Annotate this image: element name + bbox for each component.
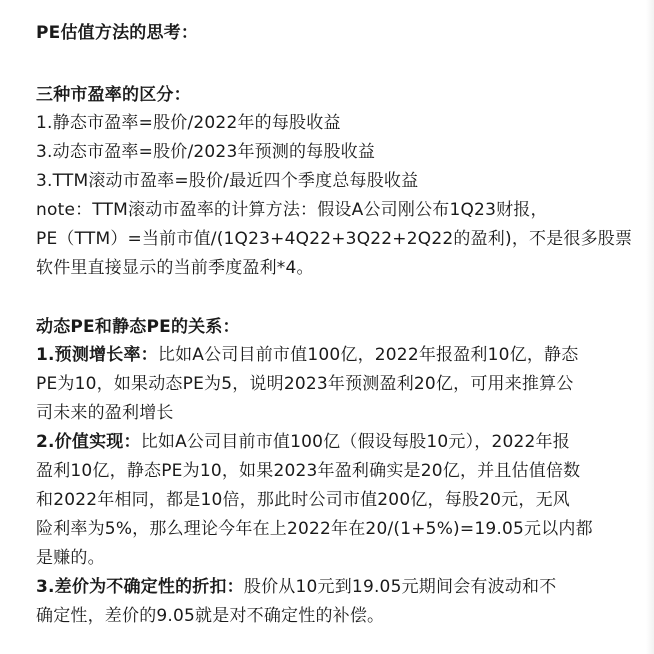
point-1-line-3: 司未来的盈利增长 xyxy=(36,403,174,423)
point-2-line-5: 是赚的。 xyxy=(36,548,105,568)
document-title: PE估值方法的思考： xyxy=(36,23,199,43)
point-1-line-1 xyxy=(36,344,578,366)
point-3-label: 3.差价为不确定性的折扣： xyxy=(36,577,244,597)
note-line-3: 软件里直接显示的当前季度盈利*4。 xyxy=(36,258,314,278)
point-3-line-1 xyxy=(36,576,556,598)
static-pe-line: 1.静态市盈率=股价/2022年的每股收益 xyxy=(36,113,341,133)
ttm-pe-line: 3.TTM滚动市盈率=股价/最近四个季度总每股收益 xyxy=(36,171,419,191)
point-3-line-2: 确定性，差价的9.05就是对不确定性的补偿。 xyxy=(36,606,385,626)
point-2-line-2: 盈利10亿，静态PE为10，如果2023年盈利确实是20亿，并且估值倍数 xyxy=(36,461,581,481)
section-heading-pe-relation: 动态PE和静态PE的关系： xyxy=(36,317,240,337)
point-2-line-3: 和2022年相同，都是10倍，那此时公司市值200亿，每股20元，无风 xyxy=(36,490,570,510)
note-line-2: PE（TTM）=当前市值/(1Q23+4Q22+3Q22+2Q22的盈利)，不是很多股票 xyxy=(36,229,633,249)
point-2-line-1 xyxy=(36,431,570,453)
point-2-line-4: 险利率为5%，那么理论今年在上2022年在20/(1+5%)=19.05元以内都 xyxy=(36,519,593,539)
dynamic-pe-line: 3.动态市盈率=股价/2023年预测的每股收益 xyxy=(36,142,376,162)
point-1-text: 比如A公司目前市值100亿，2022年报盈利10亿，静态 xyxy=(157,345,579,365)
point-1-line-2: PE为10，如果动态PE为5，说明2023年预测盈利20亿，可用来推算公 xyxy=(36,374,574,394)
section-heading-pe-types: 三种市盈率的区分： xyxy=(36,85,191,105)
note-line-1: note：TTM滚动市盈率的计算方法：假设A公司刚公布1Q23财报， xyxy=(36,200,548,220)
point-2-text: 比如A公司目前市值100亿（假设每股10元），2022年报 xyxy=(140,432,570,452)
point-2-label: 2.价值实现： xyxy=(36,432,141,452)
point-1-label: 1.预测增长率： xyxy=(36,345,158,365)
page-edge-shadow xyxy=(646,0,654,654)
point-3-text: 股价从10元到19.05元期间会有波动和不 xyxy=(243,577,557,597)
